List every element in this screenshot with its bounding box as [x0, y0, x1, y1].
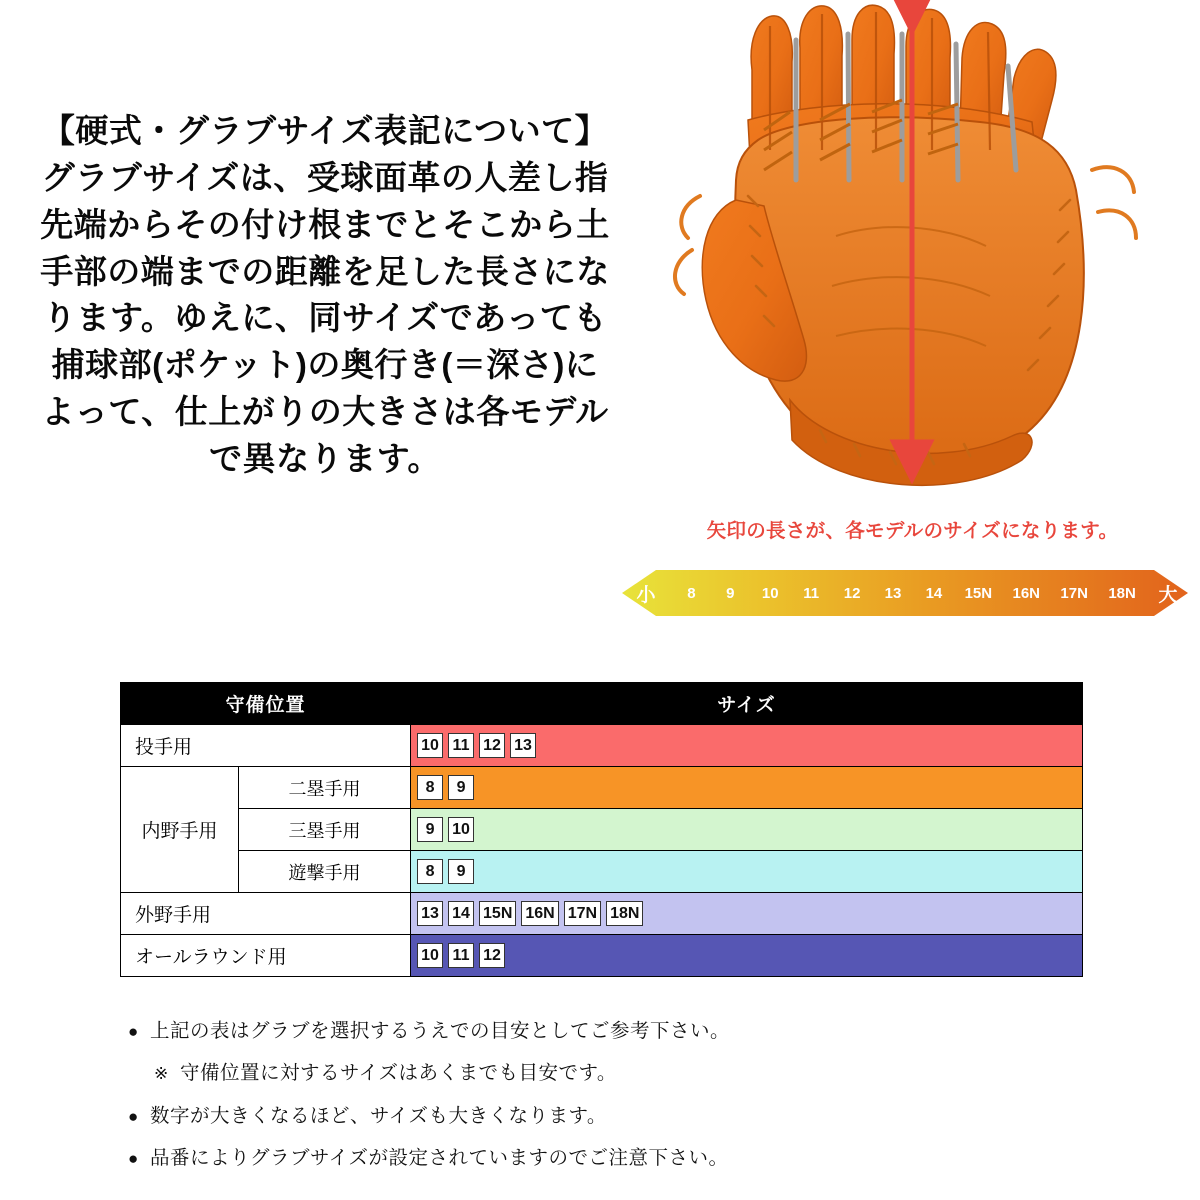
row-size-bar	[411, 809, 1083, 851]
note-item	[154, 1064, 1028, 1084]
size-bar-tick: 18N	[1108, 584, 1136, 602]
size-chip: 8	[417, 775, 443, 800]
size-chip: 10	[417, 943, 443, 968]
note-bullet: ●	[128, 1106, 139, 1126]
size-chip: 8	[417, 859, 443, 884]
row-sub-label: 遊撃手用	[239, 851, 411, 893]
size-bar-tick: 11	[803, 584, 820, 602]
row-position-label: 内野手用	[121, 767, 239, 893]
size-chip: 11	[448, 733, 474, 758]
note-text: 品番によりグラブサイズが設定されていますのでご注意下さい。	[150, 1147, 729, 1170]
header-size: サイズ	[411, 683, 1083, 725]
size-chip: 12	[479, 733, 505, 758]
row-size-bar	[411, 767, 1083, 809]
intro-line: ります。ゆえに、同サイズであっても	[43, 299, 607, 337]
table-row	[121, 935, 1083, 977]
size-chip: 9	[417, 817, 443, 842]
note-item	[128, 1149, 1028, 1169]
table-row	[121, 725, 1083, 767]
size-chip: 13	[510, 733, 536, 758]
row-size-bar	[411, 893, 1083, 935]
size-chip: 15N	[479, 901, 516, 926]
size-gradient-bar	[620, 562, 1190, 624]
table-row	[121, 809, 1083, 851]
row-sub-label: 三塁手用	[239, 809, 411, 851]
intro-line: 先端からその付け根までとそこから土	[40, 205, 610, 243]
row-size-bar	[411, 851, 1083, 893]
size-bar-tick: 16N	[1012, 584, 1041, 602]
glove-illustration	[640, 0, 1200, 510]
row-sub-label: 二塁手用	[239, 767, 411, 809]
size-chip: 9	[448, 859, 474, 884]
size-bar-tick: 10	[761, 584, 779, 602]
table-row	[121, 893, 1083, 935]
note-item	[128, 1104, 1028, 1127]
size-chip: 10	[448, 817, 474, 842]
intro-line: よって、仕上がりの大きさは各モデル	[41, 393, 609, 431]
size-bar-tick: 17N	[1060, 584, 1088, 602]
size-bar-max-label: 大	[1158, 584, 1178, 606]
note-bullet: ※	[154, 1064, 169, 1084]
intro-text-block	[0, 108, 650, 483]
note-text: 守備位置に対するサイズはあくまでも目安です。	[180, 1062, 617, 1085]
size-chip: 18N	[606, 901, 643, 926]
table-row	[121, 851, 1083, 893]
size-bar-tick: 8	[687, 584, 696, 602]
note-item	[128, 1022, 1028, 1042]
size-bar-tick: 9	[726, 584, 735, 602]
row-size-bar	[411, 725, 1083, 767]
size-table	[120, 682, 1083, 977]
size-chip: 11	[448, 943, 474, 968]
table-row	[121, 767, 1083, 809]
row-position-label: 外野手用	[121, 893, 411, 935]
size-chip: 9	[448, 775, 474, 800]
size-chip: 17N	[564, 901, 601, 926]
size-bar-min-label: 小	[636, 584, 656, 606]
row-position-label: オールラウンド用	[121, 935, 411, 977]
size-chip: 12	[479, 943, 505, 968]
intro-line: 捕球部(ポケット)の奥行き(＝深さ)に	[51, 346, 599, 384]
intro-line: 手部の端までの距離を足した長さにな	[40, 252, 610, 290]
size-chip: 13	[417, 901, 443, 926]
notes-section	[128, 1022, 1028, 1192]
size-bar-tick: 15N	[964, 584, 993, 602]
row-size-bar	[411, 935, 1083, 977]
size-chip: 14	[448, 901, 474, 926]
size-bar-tick: 14	[925, 584, 943, 602]
header-position: 守備位置	[121, 683, 411, 725]
intro-line: 【硬式・グラブサイズ表記について】	[41, 112, 609, 149]
intro-line: グラブサイズは、受球面革の人差し指	[41, 158, 609, 196]
note-text: 数字が大きくなるほど、サイズも大きくなります。	[150, 1104, 607, 1127]
intro-line: で異なります。	[209, 440, 441, 478]
note-bullet: ●	[128, 1022, 139, 1041]
table-header-row	[121, 683, 1083, 725]
size-chip: 10	[417, 733, 443, 758]
size-bar-tick: 13	[884, 584, 902, 602]
note-text: 上記の表はグラブを選択するうえでの目安としてご参考下さい。	[150, 1020, 731, 1042]
size-chip: 16N	[521, 901, 558, 926]
arrow-caption: 矢印の長さが、各モデルのサイズになります。	[706, 520, 1119, 542]
size-table-container	[120, 682, 1082, 977]
note-bullet: ●	[128, 1149, 139, 1169]
row-position-label: 投手用	[121, 725, 411, 767]
size-bar-tick: 12	[843, 584, 861, 602]
